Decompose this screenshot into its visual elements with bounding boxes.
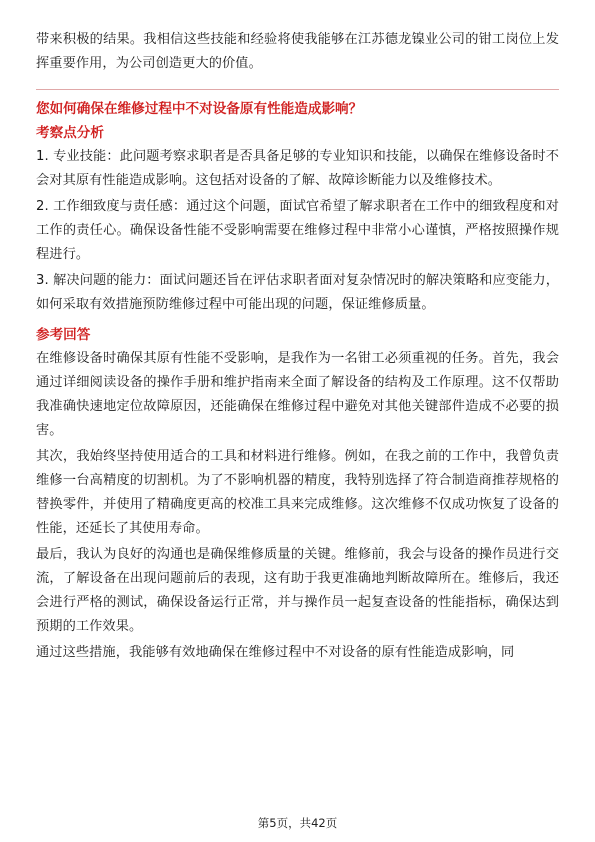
page-number-footer: 第5页，共42页 [257,816,338,830]
page-content [36,28,559,665]
analysis-item-1: 1. 专业技能：此问题考察求职者是否具备足够的专业知识和技能，以确保在维修设备时不会对其原有性能造成影响。这包括对设备的了解、故障诊断能力以及维修技术。 [36,149,559,188]
question-title: 您如何确保在维修过程中不对设备原有性能造成影响？ [36,101,363,117]
answer-paragraph-2: 其次，我始终坚持使用适合的工具和材料进行维修。例如，在我之前的工作中，我曾负责维修一台高精度的切割机。为了不影响机器的精度，我特别选择了符合制造商推荐规格的替换零件，并使用了精确度更高的校准工具来完成维修。这次维修不仅成功恢复了设备的性能，还延长了其使用寿命。 [36,449,559,536]
analysis-heading: 考察点分析 [36,125,104,141]
intro-tail-paragraph: 带来积极的结果。我相信这些技能和经验将使我能够在江苏德龙镍业公司的钳工岗位上发挥重要作用，为公司创造更大的价值。 [36,32,559,71]
analysis-item-3: 3. 解决问题的能力：面试问题还旨在评估求职者面对复杂情况时的解决策略和应变能力，如何采取有效措施预防维修过程中可能出现的问题，保证维修质量。 [36,273,559,312]
answer-paragraph-4: 通过这些措施，我能够有效地确保在维修过程中不对设备的原有性能造成影响，同 [36,645,515,660]
answer-paragraph-3: 最后，我认为良好的沟通也是确保维修质量的关键。维修前，我会与设备的操作员进行交流，了解设备在出现问题前后的表现，这有助于我更准确地判断故障所在。维修后，我还会进行严格的测试，确保设备运行正常，并与操作员一起复查设备的性能指标，确保达到预期的工作效果。 [36,547,559,634]
analysis-item-2: 2. 工作细致度与责任感：通过这个问题，面试官希望了解求职者在工作中的细致程度和对工作的责任心。确保设备性能不受影响需要在维修过程中非常小心谨慎，严格按照操作规程进行。 [36,199,559,262]
answer-paragraph-1: 在维修设备时确保其原有性能不受影响，是我作为一名钳工必须重视的任务。首先，我会通过详细阅读设备的操作手册和维护指南来全面了解设备的结构及工作原理。这不仅帮助我准确快速地定位故障原因，还能确保在维修过程中避免对其他关键部件造成不必要的损害。 [36,351,559,438]
answer-heading: 参考回答 [36,327,91,343]
section-divider [36,89,559,90]
